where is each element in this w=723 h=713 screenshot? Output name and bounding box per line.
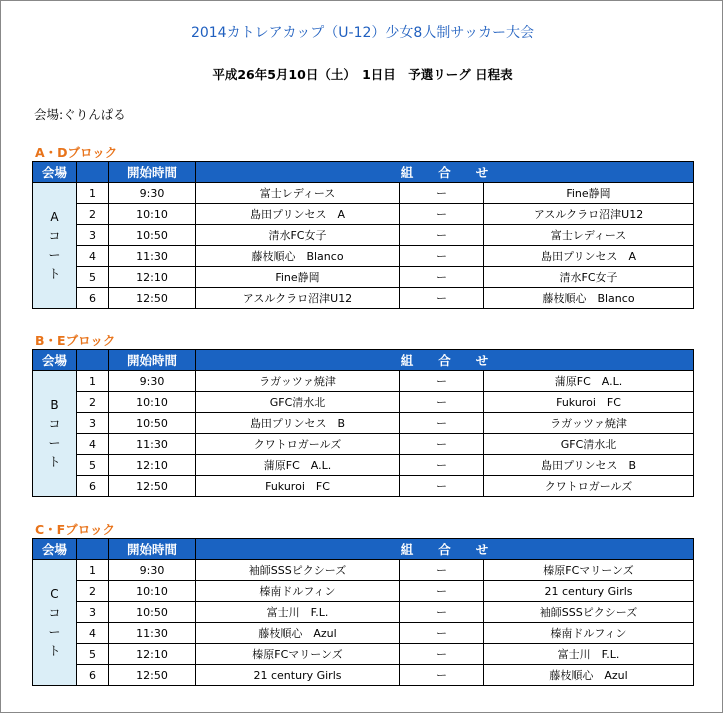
home-team: Fukuroi FC xyxy=(196,476,400,497)
header-start-time: 開始時間 xyxy=(109,539,196,560)
versus-dash: ー xyxy=(400,665,484,686)
versus-dash: ー xyxy=(400,413,484,434)
home-team: 藤枝順心 Azul xyxy=(196,623,400,644)
away-team: 富士レディース xyxy=(484,225,694,246)
header-venue: 会場 xyxy=(33,162,77,183)
table-row xyxy=(33,434,694,455)
court-cell xyxy=(33,371,77,497)
court-cell xyxy=(33,183,77,309)
versus-dash: ー xyxy=(400,581,484,602)
match-number: 3 xyxy=(77,602,109,623)
match-number: 6 xyxy=(77,288,109,309)
start-time: 10:50 xyxy=(109,602,196,623)
match-number: 1 xyxy=(77,560,109,581)
court-char: A xyxy=(50,209,59,224)
start-time: 9:30 xyxy=(109,371,196,392)
header-start-time: 開始時間 xyxy=(109,162,196,183)
start-time: 12:10 xyxy=(109,644,196,665)
header-blank xyxy=(77,162,109,183)
match-number: 3 xyxy=(77,225,109,246)
table-header-row xyxy=(33,539,694,560)
block-label: C・Fブロック xyxy=(35,522,115,537)
match-number: 4 xyxy=(77,434,109,455)
match-number: 5 xyxy=(77,267,109,288)
versus-dash: ー xyxy=(400,434,484,455)
header-blank xyxy=(77,350,109,371)
away-team: 島田プリンセス A xyxy=(484,246,694,267)
table-row xyxy=(33,204,694,225)
away-team: Fine静岡 xyxy=(484,183,694,204)
match-number: 5 xyxy=(77,644,109,665)
versus-dash: ー xyxy=(400,267,484,288)
versus-dash: ー xyxy=(400,288,484,309)
home-team: GFC清水北 xyxy=(196,392,400,413)
home-team: 島田プリンセス B xyxy=(196,413,400,434)
block-label: A・Dブロック xyxy=(35,145,118,160)
start-time: 10:50 xyxy=(109,413,196,434)
match-number: 2 xyxy=(77,204,109,225)
versus-dash: ー xyxy=(400,560,484,581)
away-team: 富士川 F.L. xyxy=(484,644,694,665)
versus-dash: ー xyxy=(400,476,484,497)
versus-dash: ー xyxy=(400,392,484,413)
header-blank xyxy=(77,539,109,560)
court-char: B xyxy=(50,397,59,412)
versus-dash: ー xyxy=(400,183,484,204)
start-time: 10:10 xyxy=(109,581,196,602)
court-char: ー xyxy=(48,435,61,450)
match-number: 6 xyxy=(77,665,109,686)
page-subtitle: 平成26年5月10日（土） 1日目 予選リーグ 日程表 xyxy=(212,67,513,82)
table-row xyxy=(33,288,694,309)
table-row xyxy=(33,602,694,623)
start-time: 10:10 xyxy=(109,204,196,225)
page-title: 2014カトレアカップ（U-12）少女8人制サッカー大会 xyxy=(190,25,535,41)
away-team: アスルクラロ沼津U12 xyxy=(484,204,694,225)
home-team: 清水FC女子 xyxy=(196,225,400,246)
court-char: ー xyxy=(48,624,61,639)
versus-dash: ー xyxy=(400,623,484,644)
start-time: 11:30 xyxy=(109,246,196,267)
table-row xyxy=(33,665,694,686)
court-char: コ xyxy=(48,416,61,431)
away-team: 榛南ドルフィン xyxy=(484,623,694,644)
home-team: 富士川 F.L. xyxy=(196,602,400,623)
court-char: ー xyxy=(48,247,61,262)
table-row xyxy=(33,623,694,644)
match-number: 4 xyxy=(77,623,109,644)
away-team: GFC清水北 xyxy=(484,434,694,455)
home-team: 21 century Girls xyxy=(196,665,400,686)
away-team: 藤枝順心 Blanco xyxy=(484,288,694,309)
start-time: 12:50 xyxy=(109,288,196,309)
home-team: アスルクラロ沼津U12 xyxy=(196,288,400,309)
away-team: クワトロガールズ xyxy=(484,476,694,497)
versus-dash: ー xyxy=(400,225,484,246)
versus-dash: ー xyxy=(400,246,484,267)
table-row xyxy=(33,413,694,434)
versus-dash: ー xyxy=(400,455,484,476)
home-team: 榛原FCマリーンズ xyxy=(196,644,400,665)
table-row xyxy=(33,581,694,602)
court-cell xyxy=(33,560,77,686)
table-row xyxy=(33,371,694,392)
table-row xyxy=(33,476,694,497)
start-time: 12:10 xyxy=(109,455,196,476)
table-row xyxy=(33,225,694,246)
table-row xyxy=(33,267,694,288)
home-team: Fine静岡 xyxy=(196,267,400,288)
start-time: 11:30 xyxy=(109,434,196,455)
home-team: 島田プリンセス A xyxy=(196,204,400,225)
versus-dash: ー xyxy=(400,371,484,392)
header-matchup: 組 合 せ xyxy=(196,350,694,371)
away-team: 21 century Girls xyxy=(484,581,694,602)
away-team: 島田プリンセス B xyxy=(484,455,694,476)
match-number: 3 xyxy=(77,413,109,434)
start-time: 12:50 xyxy=(109,476,196,497)
start-time: 12:10 xyxy=(109,267,196,288)
versus-dash: ー xyxy=(400,644,484,665)
venue-label: 会場:ぐりんぱる xyxy=(34,107,126,122)
home-team: 榛南ドルフィン xyxy=(196,581,400,602)
home-team: ラガッツァ焼津 xyxy=(196,371,400,392)
match-number: 2 xyxy=(77,581,109,602)
away-team: ラガッツァ焼津 xyxy=(484,413,694,434)
start-time: 11:30 xyxy=(109,623,196,644)
home-team: クワトロガールズ xyxy=(196,434,400,455)
table-row xyxy=(33,246,694,267)
table-header-row xyxy=(33,350,694,371)
match-number: 6 xyxy=(77,476,109,497)
match-number: 1 xyxy=(77,371,109,392)
start-time: 10:10 xyxy=(109,392,196,413)
start-time: 10:50 xyxy=(109,225,196,246)
away-team: Fukuroi FC xyxy=(484,392,694,413)
header-start-time: 開始時間 xyxy=(109,350,196,371)
home-team: 富士レディース xyxy=(196,183,400,204)
match-number: 1 xyxy=(77,183,109,204)
away-team: 榛原FCマリーンズ xyxy=(484,560,694,581)
start-time: 9:30 xyxy=(109,560,196,581)
away-team: 袖師SSSピクシーズ xyxy=(484,602,694,623)
schedule-table xyxy=(32,161,694,309)
block-label: B・Eブロック xyxy=(35,333,116,348)
home-team: 藤枝順心 Blanco xyxy=(196,246,400,267)
table-row xyxy=(33,455,694,476)
away-team: 蒲原FC A.L. xyxy=(484,371,694,392)
court-char: コ xyxy=(48,605,61,620)
header-venue: 会場 xyxy=(33,350,77,371)
home-team: 蒲原FC A.L. xyxy=(196,455,400,476)
home-team: 袖師SSSピクシーズ xyxy=(196,560,400,581)
start-time: 12:50 xyxy=(109,665,196,686)
table-row xyxy=(33,644,694,665)
header-matchup: 組 合 せ xyxy=(196,539,694,560)
court-char: ト xyxy=(48,454,61,469)
schedule-table xyxy=(32,349,694,497)
court-char: ト xyxy=(48,643,61,658)
versus-dash: ー xyxy=(400,602,484,623)
match-number: 5 xyxy=(77,455,109,476)
away-team: 藤枝順心 Azul xyxy=(484,665,694,686)
table-row xyxy=(33,183,694,204)
table-row xyxy=(33,392,694,413)
match-number: 2 xyxy=(77,392,109,413)
header-venue: 会場 xyxy=(33,539,77,560)
versus-dash: ー xyxy=(400,204,484,225)
court-char: コ xyxy=(48,228,61,243)
table-header-row xyxy=(33,162,694,183)
away-team: 清水FC女子 xyxy=(484,267,694,288)
match-number: 4 xyxy=(77,246,109,267)
header-matchup: 組 合 せ xyxy=(196,162,694,183)
court-char: ト xyxy=(48,266,61,281)
court-char: C xyxy=(50,586,59,601)
schedule-table xyxy=(32,538,694,686)
table-row xyxy=(33,560,694,581)
start-time: 9:30 xyxy=(109,183,196,204)
